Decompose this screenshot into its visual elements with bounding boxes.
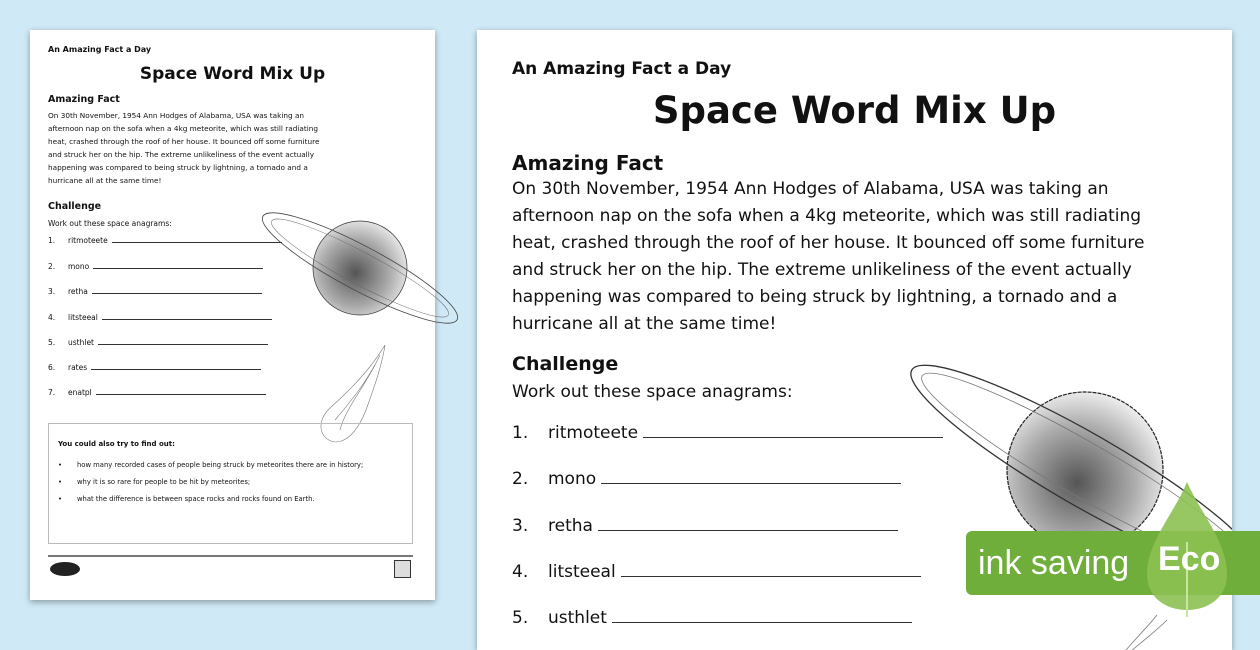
anagram-number: 3. bbox=[48, 287, 56, 296]
anagram-number: 1. bbox=[512, 423, 529, 443]
extension-item: • how many recorded cases of people being struck by meteorites there are in history; bbox=[58, 461, 364, 469]
fact-heading: Amazing Fact bbox=[48, 94, 120, 105]
challenge-heading: Challenge bbox=[512, 353, 619, 375]
anagram-item bbox=[512, 562, 921, 582]
checklist-icon bbox=[394, 560, 411, 578]
kicker: An Amazing Fact a Day bbox=[48, 45, 152, 54]
anagram-number: 4. bbox=[48, 313, 56, 322]
anagram-word: ritmoteete bbox=[68, 236, 108, 245]
fact-line: hurricane all at the same time! bbox=[512, 314, 777, 334]
anagram-word: retha bbox=[548, 516, 593, 536]
anagram-word: ritmoteete bbox=[548, 423, 639, 443]
answer-line[interactable] bbox=[598, 530, 898, 531]
anagram-number: 3. bbox=[512, 516, 529, 536]
fact-line: happening was compared to being struck by lightning, a tornado and a bbox=[512, 287, 1118, 307]
fact-line: and struck her on the hip. The extreme unlikeliness of the event actually bbox=[48, 150, 315, 159]
anagram-number: 5. bbox=[48, 338, 56, 347]
anagram-word: usthlet bbox=[548, 608, 607, 628]
challenge-instruction: Work out these space anagrams: bbox=[512, 382, 793, 402]
extension-heading: You could also try to find out: bbox=[58, 440, 175, 448]
anagram-number: 5. bbox=[512, 608, 529, 628]
fact-line: hurricane all at the same time! bbox=[48, 176, 162, 185]
fact-line: afternoon nap on the sofa when a 4kg meteorite, which was still radiating bbox=[48, 124, 319, 133]
fact-line: afternoon nap on the sofa when a 4kg meteorite, which was still radiating bbox=[512, 206, 1142, 226]
anagram-word: retha bbox=[68, 287, 88, 296]
anagram-number: 6. bbox=[48, 363, 56, 372]
anagram-number: 7. bbox=[48, 388, 56, 397]
anagram-number: 2. bbox=[48, 262, 56, 271]
anagram-item bbox=[512, 516, 898, 536]
extension-item: • what the difference is between space rocks and rocks found on Earth. bbox=[58, 495, 315, 503]
anagram-word: mono bbox=[68, 262, 90, 271]
publisher-logo bbox=[50, 562, 80, 576]
answer-line[interactable] bbox=[601, 483, 901, 484]
page-title: Space Word Mix Up bbox=[139, 64, 326, 84]
eco-label: Eco bbox=[1158, 540, 1221, 578]
answer-line[interactable] bbox=[643, 437, 943, 438]
anagram-word: litsteeal bbox=[548, 562, 616, 582]
extension-box bbox=[48, 423, 413, 544]
anagram-item bbox=[512, 608, 912, 628]
badge-label: ink saving bbox=[978, 543, 1130, 582]
fact-line: heat, crashed through the roof of her house. It bounced off some furniture bbox=[48, 137, 320, 146]
anagram-number: 1. bbox=[48, 236, 56, 245]
answer-line[interactable] bbox=[612, 622, 912, 623]
fact-line: On 30th November, 1954 Ann Hodges of Alabama, USA was taking an bbox=[48, 111, 305, 120]
fact-line: happening was compared to being struck by lightning, a tornado and a bbox=[48, 163, 308, 172]
challenge-instruction: Work out these space anagrams: bbox=[48, 219, 172, 228]
kicker: An Amazing Fact a Day bbox=[512, 59, 732, 79]
fact-line: heat, crashed through the roof of her house. It bounced off some furniture bbox=[512, 233, 1145, 253]
fact-line: On 30th November, 1954 Ann Hodges of Alabama, USA was taking an bbox=[512, 179, 1109, 199]
answer-line[interactable] bbox=[621, 576, 921, 577]
anagram-word: litsteeal bbox=[68, 313, 98, 322]
anagram-word: usthlet bbox=[68, 338, 94, 347]
footer-divider bbox=[48, 555, 413, 557]
fact-heading: Amazing Fact bbox=[512, 151, 664, 175]
anagram-item bbox=[512, 423, 943, 443]
anagram-number: 2. bbox=[512, 469, 529, 489]
page-title: Space Word Mix Up bbox=[652, 89, 1057, 132]
anagram-number: 4. bbox=[512, 562, 529, 582]
meteorite-sketch bbox=[1122, 615, 1167, 650]
extension-item: • why it is so rare for people to be hit by meteorites; bbox=[58, 478, 251, 486]
worksheet-thumbnail[interactable] bbox=[30, 30, 435, 600]
anagram-item bbox=[512, 469, 901, 489]
challenge-heading: Challenge bbox=[48, 201, 102, 212]
fact-line: and struck her on the hip. The extreme unlikeliness of the event actually bbox=[512, 260, 1132, 280]
anagram-word: mono bbox=[548, 469, 597, 489]
anagram-word: rates bbox=[68, 363, 88, 372]
anagram-word: enatpl bbox=[68, 388, 92, 397]
